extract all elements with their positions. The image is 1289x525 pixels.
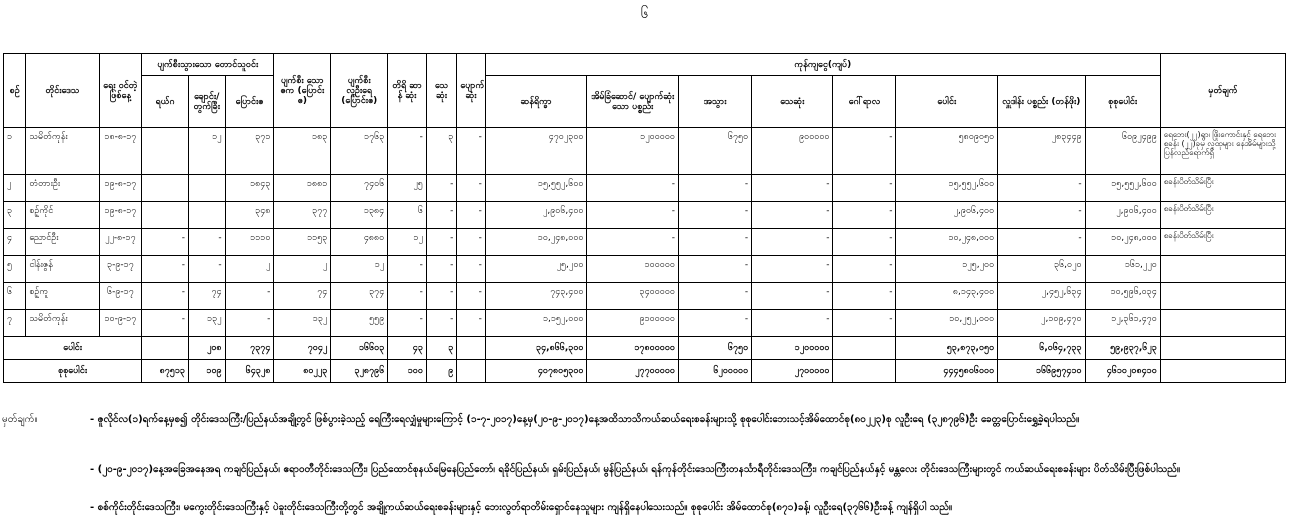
total-transport xyxy=(833,337,896,360)
row-total: ၁၂၅,၂၀၀ xyxy=(896,256,998,283)
grand-donation: ၁၆၆၉၅၇၄၁၀ xyxy=(998,360,1085,383)
table-row xyxy=(4,229,1286,256)
grand-gov: ၄၀၇၈၀၅၃၀၀ xyxy=(485,360,587,383)
row-date: ၁၉-၈-၁၇ xyxy=(99,175,142,202)
notes-label: မှတ်ချက်။ xyxy=(2,414,38,425)
grand-food: ၂၇၀၀၀၀၀ xyxy=(752,360,833,383)
row-dead: - xyxy=(426,283,456,310)
row-dead: - xyxy=(426,229,456,256)
row-grand: ၁၀,၅၉၆,၀၃၄ xyxy=(1085,283,1160,310)
row-number: ၅ xyxy=(4,256,26,283)
row-total: ၈,၁၄၃,၄၀၀ xyxy=(896,283,998,310)
row-total: ၁၀,၂၄၈,၀၀၀ xyxy=(896,229,998,256)
row-house: - xyxy=(587,175,678,202)
row-food: - xyxy=(752,256,833,283)
row-region: ငါန်းဇွန် xyxy=(26,256,99,283)
header-missing: ပျောက် ဆုံး xyxy=(457,54,485,128)
header-farmland-b: ချောင်း/ တွက်ခြီး xyxy=(188,76,225,128)
row-total: ၁၀,၂၅၂,၀၀၀ xyxy=(896,310,998,337)
row-number: ၇ xyxy=(4,310,26,337)
row-fa xyxy=(142,202,189,229)
row-transport: - xyxy=(833,128,896,175)
row-donation: - xyxy=(998,202,1085,229)
row-food: - xyxy=(752,310,833,337)
row-dead: - xyxy=(426,202,456,229)
total-materials: ၆၇၅၀ xyxy=(678,337,751,360)
row-gov: ၂၅,၂၀၀ xyxy=(485,256,587,283)
header-money-house: အိမ်ခြံဆောင်/ ပျောက်ဆုံးသော ပစ္စည်း xyxy=(587,76,678,128)
row-grand: ၁၅,၅၅၂,၆၀၀ xyxy=(1085,175,1160,202)
row-remark: စခန်းပိတ်သိမ်းပြီး xyxy=(1160,175,1285,202)
grand-houses: ၃၂၈၇၉၆ xyxy=(331,360,388,383)
row-donation: ၂၈၃၄၄၉ xyxy=(998,128,1085,175)
row-gov: ၇၄၃,၄၀၀ xyxy=(485,283,587,310)
page-number: ၆ xyxy=(640,6,649,22)
row-fb: - xyxy=(188,229,225,256)
row-houses: ၃၇၄ xyxy=(331,283,388,310)
row-houses: ၁၇၆၃ xyxy=(331,128,388,175)
total-total: ၅၃,၈၇၃,၀၅၀ xyxy=(896,337,998,360)
row-missing: - xyxy=(457,175,485,202)
row-region: စဥ့်ကိုင် xyxy=(26,202,99,229)
note-line: - စစ်ကိုင်းတိုင်းဒေသကြီး၊ မကွေးတိုင်းဒေသကြီးနှင့် ပဲခူးတိုင်းဒေသကြီးတို့တွင် အချို့ကယ်ဆယ်ရေးစခန်းများနှင့် ဘေးလွတ်ရာတိမ်းရှောင်နေသူများ ကျန်ရှိနေပါသေးသည်။ စုစုပေါင်း အိမ်ထောင်စု(၈၇၁)ခန့်၊ လူဦးရေ(၃၇၆၆)ဦးခန့် ကျန်ရှိပါ သည်။ xyxy=(90,502,953,513)
row-grand: ၁၀,၂၄၈,၀၀၀ xyxy=(1085,229,1160,256)
grand-acres: ၈၀၂၂၃ xyxy=(274,360,331,383)
total-donation: ၆,၀၆၄,၇၃၃ xyxy=(998,337,1085,360)
row-materials: - xyxy=(678,256,751,283)
grand-house: ၂၇၇၀၀၀၀၀ xyxy=(587,360,678,383)
grand-total: ၄၄၄၅၈၀၆၀၀၀ xyxy=(896,360,998,383)
row-donation: ၂,၁၀၉,၄၇၀ xyxy=(998,310,1085,337)
row-number: ၄ xyxy=(4,229,26,256)
header-money-materials: အသွား xyxy=(678,76,751,128)
header-acres: ပျက်စီး သော ဧက (ပြောင်းဧ) xyxy=(274,54,331,128)
total-fc: ၇၃၇၄ xyxy=(225,337,274,360)
grand-row xyxy=(4,360,1286,383)
row-fc: ၂ xyxy=(225,256,274,283)
row-acres: ၁၃၂ xyxy=(274,310,331,337)
row-fb xyxy=(188,175,225,202)
row-donation: - xyxy=(998,175,1085,202)
row-materials: - xyxy=(678,310,751,337)
table-body xyxy=(4,128,1286,383)
row-dead: - xyxy=(426,310,456,337)
row-house: ၁၂၀၀၀၀၀ xyxy=(587,128,678,175)
header-region: တိုင်းဒေသ xyxy=(26,54,99,128)
row-total: ၂,၉၀၆,၄၀၀ xyxy=(896,202,998,229)
row-date: ၂၂-၈-၁၇ xyxy=(99,229,142,256)
grand-fb: ၁၀၉ xyxy=(188,360,225,383)
row-house: ၃၄၀၀၀၀၀ xyxy=(587,283,678,310)
row-house: ၁၀၀၀၀၀ xyxy=(587,256,678,283)
table-row xyxy=(4,310,1286,337)
total-acres: ၇၀၄၂ xyxy=(274,337,331,360)
grand-fc: ၆၄၃၂၈ xyxy=(225,360,274,383)
header-money-group: ကုန်ကျငွေ(ကျပ်) xyxy=(485,54,1160,76)
row-region: တံတားဦး xyxy=(26,175,99,202)
row-house: ၉၁၀၀၀၀၀ xyxy=(587,310,678,337)
grand-remark xyxy=(1160,360,1285,383)
row-transport: - xyxy=(833,202,896,229)
grand-transport xyxy=(833,360,896,383)
row-animals: ၁၂ xyxy=(388,229,427,256)
table-row xyxy=(4,128,1286,175)
header-no: စဥ် xyxy=(4,54,26,128)
header-money-gov: ဆန်ရိက္ခာ xyxy=(485,76,587,128)
grand-fa: ၈၇၅၁၃ xyxy=(142,360,189,383)
header-dead: သေ ဆုံး xyxy=(426,54,456,128)
row-total: ၅၈၀၉၀၅၀ xyxy=(896,128,998,175)
total-row xyxy=(4,337,1286,360)
row-fc: - xyxy=(225,283,274,310)
row-region: သမိတ်ကုန်း xyxy=(26,128,99,175)
row-acres: ၁၁၅၃ xyxy=(274,229,331,256)
header-remarks: မှတ်ချက် xyxy=(1160,54,1285,128)
header-farmland-c: ပြောင်းဧ xyxy=(225,76,274,128)
row-grand: ၂,၉၀၆,၄၀၀ xyxy=(1085,202,1160,229)
row-date: ၆-၉-၁၇ xyxy=(99,283,142,310)
row-houses: ၁၃၈၄ xyxy=(331,202,388,229)
row-fb: ၁၂ xyxy=(188,128,225,175)
row-fc: ၁၈၄၃ xyxy=(225,175,274,202)
row-fa xyxy=(142,128,189,175)
row-fa: - xyxy=(142,310,189,337)
row-missing: - xyxy=(457,256,485,283)
row-number: ၁ xyxy=(4,128,26,175)
row-region: သမိတ်ကုန်း xyxy=(26,310,99,337)
row-remark: ရေဘေး(၂၂)ရွာ၊ ဖြိုးကောင်းနှင့် ရေဘေးစခန်း (၂၂)ခုမှ လူထုများ နေအိမ်များသို့ ပြန်လည်ရောက်ရှိ xyxy=(1160,128,1285,175)
header-money-transport: ဂေါ်ရာလ xyxy=(833,76,896,128)
row-remark xyxy=(1160,283,1285,310)
row-number: ၂ xyxy=(4,175,26,202)
row-gov: ၂,၉၀၆,၄၀၀ xyxy=(485,202,587,229)
header-date: ရေး ဝင်တဲ့ ဖြစ်နေ့ xyxy=(99,54,142,128)
row-animals: - xyxy=(388,128,427,175)
grand-dead: ၉ xyxy=(426,360,456,383)
grand-materials: ၆၂၀၀၀၀၀ xyxy=(678,360,751,383)
total-fa xyxy=(142,337,189,360)
row-fa: - xyxy=(142,283,189,310)
total-label: ပေါင်း xyxy=(4,337,142,360)
row-fc: ၁၁၁၀ xyxy=(225,229,274,256)
header-animals: တိရိ ဆာန် ဆုံး xyxy=(388,54,427,128)
row-acres: ၇၄ xyxy=(274,283,331,310)
row-dead: - xyxy=(426,256,456,283)
row-missing: - xyxy=(457,229,485,256)
table-row xyxy=(4,175,1286,202)
header-money-donation: လှူဒါန်း ပစ္စည်း (တန်ဖိုး) xyxy=(998,76,1085,128)
row-fb: ၇၄ xyxy=(188,283,225,310)
header-farmland-group: ပျက်စီးသွားသော တောင်သူဝင်း xyxy=(142,54,274,76)
row-transport: - xyxy=(833,310,896,337)
row-date: ၃-၉-၁၇ xyxy=(99,256,142,283)
row-fa: - xyxy=(142,229,189,256)
row-date: ၁၀-၉-၁၇ xyxy=(99,310,142,337)
header-money-grand: စုစုပေါင်း xyxy=(1085,76,1160,128)
grand-animals: ၁၀၀ xyxy=(388,360,427,383)
grand-label: စုစုပေါင်း xyxy=(4,360,142,383)
row-dead: ၃ xyxy=(426,128,456,175)
row-materials: - xyxy=(678,283,751,310)
row-houses: ၁၂ xyxy=(331,256,388,283)
row-house: - xyxy=(587,229,678,256)
row-acres: ၃၇၇ xyxy=(274,202,331,229)
total-grand: ၅၉,၉၃၇,၆၂၃ xyxy=(1085,337,1160,360)
row-transport: - xyxy=(833,229,896,256)
total-houses: ၁၆၆၀၃ xyxy=(331,337,388,360)
row-animals: ၆ xyxy=(388,202,427,229)
total-remark xyxy=(1160,337,1285,360)
row-materials: - xyxy=(678,175,751,202)
header-money-food: သေဆုံး xyxy=(752,76,833,128)
row-fb: - xyxy=(188,256,225,283)
row-acres: ၁၈၃ xyxy=(274,128,331,175)
row-donation: ၃၆,၀၂၀ xyxy=(998,256,1085,283)
total-fb: ၂၀၈ xyxy=(188,337,225,360)
row-acres: ၂ xyxy=(274,256,331,283)
row-gov: ၁၅,၅၅၂,၆၀၀ xyxy=(485,175,587,202)
row-missing: - xyxy=(457,283,485,310)
total-missing xyxy=(457,337,485,360)
row-food: ၉၀၀၀၀၀ xyxy=(752,128,833,175)
total-dead: ၃ xyxy=(426,337,456,360)
row-fc: - xyxy=(225,310,274,337)
row-food: - xyxy=(752,202,833,229)
row-materials: ၆၇၅၀ xyxy=(678,128,751,175)
row-number: ၆ xyxy=(4,283,26,310)
row-houses: ၅၅၉ xyxy=(331,310,388,337)
row-animals: - xyxy=(388,256,427,283)
note-line: - (၂၀-၉-၂၀၁၇)နေ့အခြေအနေအရ ကချင်ပြည်နယ်၊ ဧရာဝတီတိုင်းဒေသကြီး၊ ပြည်ထောင်စုနယ်မြေနေပြည်တော်၊ ရခိုင်ပြည်နယ်၊ ရှမ်းပြည်နယ်၊ မွန်ပြည်နယ်၊ ရန်ကုန်တိုင်းဒေသကြီးတနင်္သာရီတိုင်းဒေသကြီး၊ ကချင်ပြည်နယ်နှင့် မန္တလေး တိုင်းဒေသကြီးများတွင် ကယ်ဆယ်ရေးစခန်းများ ပိတ်သိမ်းပြီးဖြစ်ပါသည်။ xyxy=(90,464,1180,475)
relief-report-table xyxy=(3,53,1286,383)
row-food: - xyxy=(752,229,833,256)
row-donation: - xyxy=(998,229,1085,256)
row-animals: ၂၅ xyxy=(388,175,427,202)
total-gov: ၃၄,၈၆၆,၃၀၀ xyxy=(485,337,587,360)
table-header xyxy=(4,54,1286,128)
row-fb xyxy=(188,202,225,229)
row-fc: ၃၄၈ xyxy=(225,202,274,229)
row-grand: ၆၀၉၂၄၉၉ xyxy=(1085,128,1160,175)
row-fb: ၁၃၂ xyxy=(188,310,225,337)
row-houses: ၄၈၈၀ xyxy=(331,229,388,256)
grand-grand: ၄၆၁၀၂၀၈၄၁၀ xyxy=(1085,360,1160,383)
row-donation: ၂,၄၅၂,၆၃၄ xyxy=(998,283,1085,310)
row-fa: - xyxy=(142,256,189,283)
row-transport: - xyxy=(833,283,896,310)
row-region: စဥ့်ကူ xyxy=(26,283,99,310)
row-total: ၁၅,၅၅၂,၆၀၀ xyxy=(896,175,998,202)
row-missing: - xyxy=(457,128,485,175)
table-row xyxy=(4,202,1286,229)
row-remark xyxy=(1160,310,1285,337)
row-food: - xyxy=(752,283,833,310)
row-acres: ၁၈၈၁ xyxy=(274,175,331,202)
row-fc: ၃၇၁ xyxy=(225,128,274,175)
row-animals: - xyxy=(388,310,427,337)
row-date: ၁၉-၈-၁၇ xyxy=(99,202,142,229)
row-remark xyxy=(1160,256,1285,283)
row-grand: ၁၆၁,၂၂၀ xyxy=(1085,256,1160,283)
header-farmland-a: ရယ်ဂ xyxy=(142,76,189,128)
total-food: ၁၂၀၀၀၀၀ xyxy=(752,337,833,360)
row-transport: - xyxy=(833,175,896,202)
row-transport: - xyxy=(833,256,896,283)
header-money-total: ပေါင်း xyxy=(896,76,998,128)
row-animals: - xyxy=(388,283,427,310)
grand-missing xyxy=(457,360,485,383)
total-animals: ၄၃ xyxy=(388,337,427,360)
row-materials: - xyxy=(678,202,751,229)
row-dead: - xyxy=(426,175,456,202)
row-remark: စခန်းပိတ်သိမ်းပြီး xyxy=(1160,202,1285,229)
total-house: ၁၇၈၀၀၀၀၀ xyxy=(587,337,678,360)
header-houses: ပျက်စီး လူဦးရေ (ပြောင်းဧ) xyxy=(331,54,388,128)
row-number: ၃ xyxy=(4,202,26,229)
row-materials: - xyxy=(678,229,751,256)
row-remark: စခန်းပိတ်သိမ်းပြီး xyxy=(1160,229,1285,256)
row-date: ၁၈-၈-၁၇ xyxy=(99,128,142,175)
row-gov: ၄၇၀၂၃၀၀ xyxy=(485,128,587,175)
row-food: - xyxy=(752,175,833,202)
table-row xyxy=(4,283,1286,310)
row-missing: - xyxy=(457,310,485,337)
row-region: ညောင်ဦး xyxy=(26,229,99,256)
row-houses: ၇၄၀၆ xyxy=(331,175,388,202)
table-row xyxy=(4,256,1286,283)
row-gov: ၁,၁၅၂,၀၀၀ xyxy=(485,310,587,337)
row-house: - xyxy=(587,202,678,229)
row-gov: ၁၀,၂၄၈,၀၀၀ xyxy=(485,229,587,256)
row-missing: - xyxy=(457,202,485,229)
note-line: - ဇူလိုင်လ(၁)ရက်နေ့မှစ၍ တိုင်းဒေသကြီး/ပြည်နယ်အချို့တွင် ဖြစ်ပွားခဲ့သည့် ရေကြီးရေလျှံမှုများကြောင့် (၁-၇-၂၀၁၇)နေ့မှ(၂၀-၉-၂၀၁၇)နေ့အထိသာသိကယ်ဆယ်ရေးစခန်းများသို့ စုစုပေါင်းဘေးသင့်အိမ်ထောင်စု(၈၀၂၂၃)စု လူဦးရေ (၃၂၈၇၉၆)ဦး ခေတ္တပြောင်းရွှေ့ခဲ့ရပါသည်။ xyxy=(90,414,1080,425)
row-fa xyxy=(142,175,189,202)
row-grand: ၁၂,၃၆၁,၄၇၀ xyxy=(1085,310,1160,337)
